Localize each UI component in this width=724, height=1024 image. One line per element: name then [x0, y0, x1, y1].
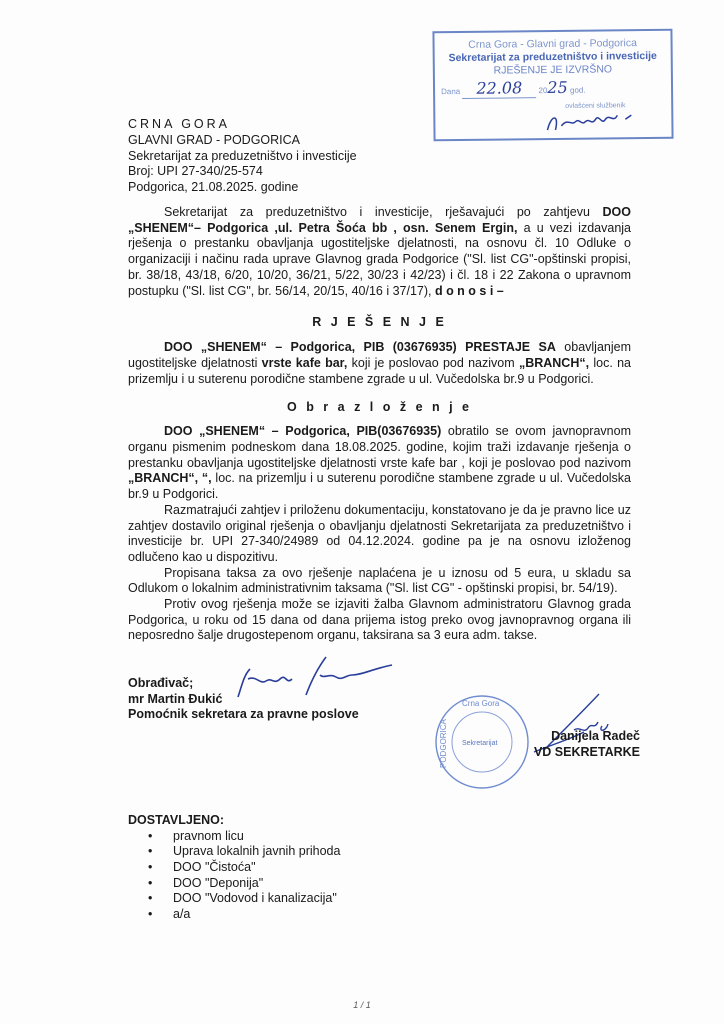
processor-signature — [228, 655, 408, 715]
delivered-item: • DOO "Čistoća" — [148, 860, 631, 876]
page-number: 1 / 1 — [353, 1000, 371, 1010]
text-segment: obavljanjem ugostiteljske djelatnosti — [128, 340, 631, 370]
stamp-god-label: god. — [569, 85, 586, 95]
seal-left-text: PODGORICA — [439, 719, 448, 769]
delivered-label: DOSTAVLJENO: — [128, 813, 225, 828]
signatory-title: VD SEKRETARKE — [533, 744, 640, 759]
stamp-line-3: RJEŠENJE JE IZVRŠNO — [493, 63, 613, 77]
reasoning-paragraph — [128, 566, 631, 597]
delivered-item: • a/a — [148, 907, 631, 923]
header-country: CRNA GORA — [128, 117, 231, 131]
stamp-dana-label: Dana — [441, 86, 461, 97]
text-segment: „BRANCH“, “, — [128, 471, 212, 486]
reasoning-paragraph — [128, 503, 631, 566]
text-segment: loc. na prizemlju i u suterenu porodične stambene zgrade u ul. Vučedolska br.9 u Podgorici. — [128, 355, 631, 386]
document-header — [128, 117, 631, 196]
text-segment: DOO „SHENEM“ – Podgorica, PIB (03676935) PRESTAJE SA — [164, 340, 556, 355]
signature-section — [128, 676, 640, 813]
processor-title: Pomoćnik sekretara za pravne poslove — [128, 707, 359, 722]
text-segment: Propisana taksa za ovo rješenje naplaćena je u iznosu od 5 eura, u skladu sa Odlukom o lokalnim administrativnim taksama ("Sl. list CG" - opštinski propisi, br. 54/19). — [128, 565, 631, 596]
header-number: Broj: UPI 27-340/25-574 — [128, 164, 263, 179]
header-department: Sekretarijat za preduzetništvo i investicije — [128, 148, 357, 163]
header-place-date: Podgorica, 21.08.2025. godine — [128, 180, 299, 195]
reasoning-section — [128, 424, 631, 644]
seal-inner-text: Sekretarijat — [462, 740, 498, 748]
reasoning-paragraph — [128, 597, 631, 644]
stamp-line-1: Crna Gora - Glavni grad - Podgorica — [468, 37, 637, 51]
text-segment: Razmatrajući zahtjev i priloženu dokumentaciju, konstatovano je da je pravno lice uz zahtjev dostavilo original rješenja o obavljanju djelatnosti Sekretarijata za preduzetništvo i investicije br. UPI 27-340/24989 od 04.12.2024. godine pa je na osnovu izloženog odlučeno kao u dispozitivu. — [128, 502, 631, 564]
reasoning-title: O b r a z l o ž e n j e — [287, 400, 472, 415]
document-body — [128, 117, 640, 922]
delivered-list — [148, 829, 631, 923]
stamp-date-row — [441, 78, 586, 103]
stamp-line-2: Sekretarijat za preduzetništvo i investicije — [448, 49, 657, 65]
delivered-item: • DOO "Deponija" — [148, 876, 631, 892]
stamp-year: 25 — [547, 77, 568, 98]
processor-name: mr Martin Đukić — [128, 691, 223, 706]
stamp-date: 22.08 — [462, 78, 536, 99]
text-segment: obratilo se ovom javnopravnom organu pismenim podneskom dana 18.08.2025. godine, kojim traži izdavanje rješenja o prestanku obavljanja ugostiteljske djelatnosti vrste kafe bar , koji je poslovao pod nazivom — [128, 424, 631, 470]
text-segment: koji je poslovao pod nazivom — [347, 355, 519, 370]
decision-title: R J E Š E N J E — [312, 315, 447, 330]
text-segment: Sekretarijat za preduzetništvo i investicije, rješavajući po zahtjevu — [164, 204, 603, 219]
header-city: GLAVNI GRAD - PODGORICA — [128, 132, 301, 147]
signatory-block — [530, 729, 640, 760]
text-segment: loc. na prizemlju i u suterenu porodične stambene zgrade u ul. Vučedolska br.9 u Podgorici. — [128, 471, 631, 502]
delivered-item: • Uprava lokalnih javnih prihoda — [148, 844, 631, 860]
text-segment: DOO „SHENEM“– Podgorica ,ul. Petra Šoća bb , osn. Senem Ergin, — [128, 204, 631, 235]
text-segment: a u vezi izdavanja rješenja o prestanku obavljanja ugostiteljske djelatnosti, na osnovu čl. 10 Odluke o organizaciji i načinu rada uprave Glavnog grada Podgorice ("Sl. list CG"-opštinski propisi, br. 38/18, 43/18, 6/20, 10/20, 36/21, 5/22, 30/23 i 42/23) i čl. 18 i 22 Zakona o upravnom postupku ("Sl. list CG", br. 56/14, 20/15, 40/16 i 37/17), — [128, 220, 631, 298]
text-segment: vrste kafe bar, — [261, 355, 348, 370]
signatory-name: Danijela Radeč — [551, 729, 640, 744]
stamp-officer-label: ovlašćeni službenik — [565, 102, 626, 110]
text-segment: d o n o s i – — [434, 283, 504, 298]
processor-label: Obrađivač; — [128, 676, 194, 691]
reasoning-paragraph — [128, 424, 631, 503]
delivered-item: • pravnom licu — [148, 829, 631, 845]
intro-paragraph — [128, 205, 631, 299]
seal-top-text: Crna Gora — [462, 699, 500, 709]
decision-paragraph — [128, 340, 631, 387]
text-segment: „BRANCH“, — [518, 355, 590, 370]
stamp-year-prefix: 20 — [538, 86, 548, 96]
text-segment: DOO „SHENEM“ – Podgorica, PIB(03676935) — [164, 424, 442, 439]
text-segment: Protiv ovog rješenja može se izjaviti žalba Glavnom administratoru Glavnog grada Podgorica, u roku od 15 dana od dana prijema istog preko ovog javnopravnog organa ili neposredno šalje drugostepenom organu, taksirana sa 3 eura adm. takse. — [128, 597, 631, 643]
delivered-item: • DOO "Vodovod i kanalizacija" — [148, 891, 631, 907]
